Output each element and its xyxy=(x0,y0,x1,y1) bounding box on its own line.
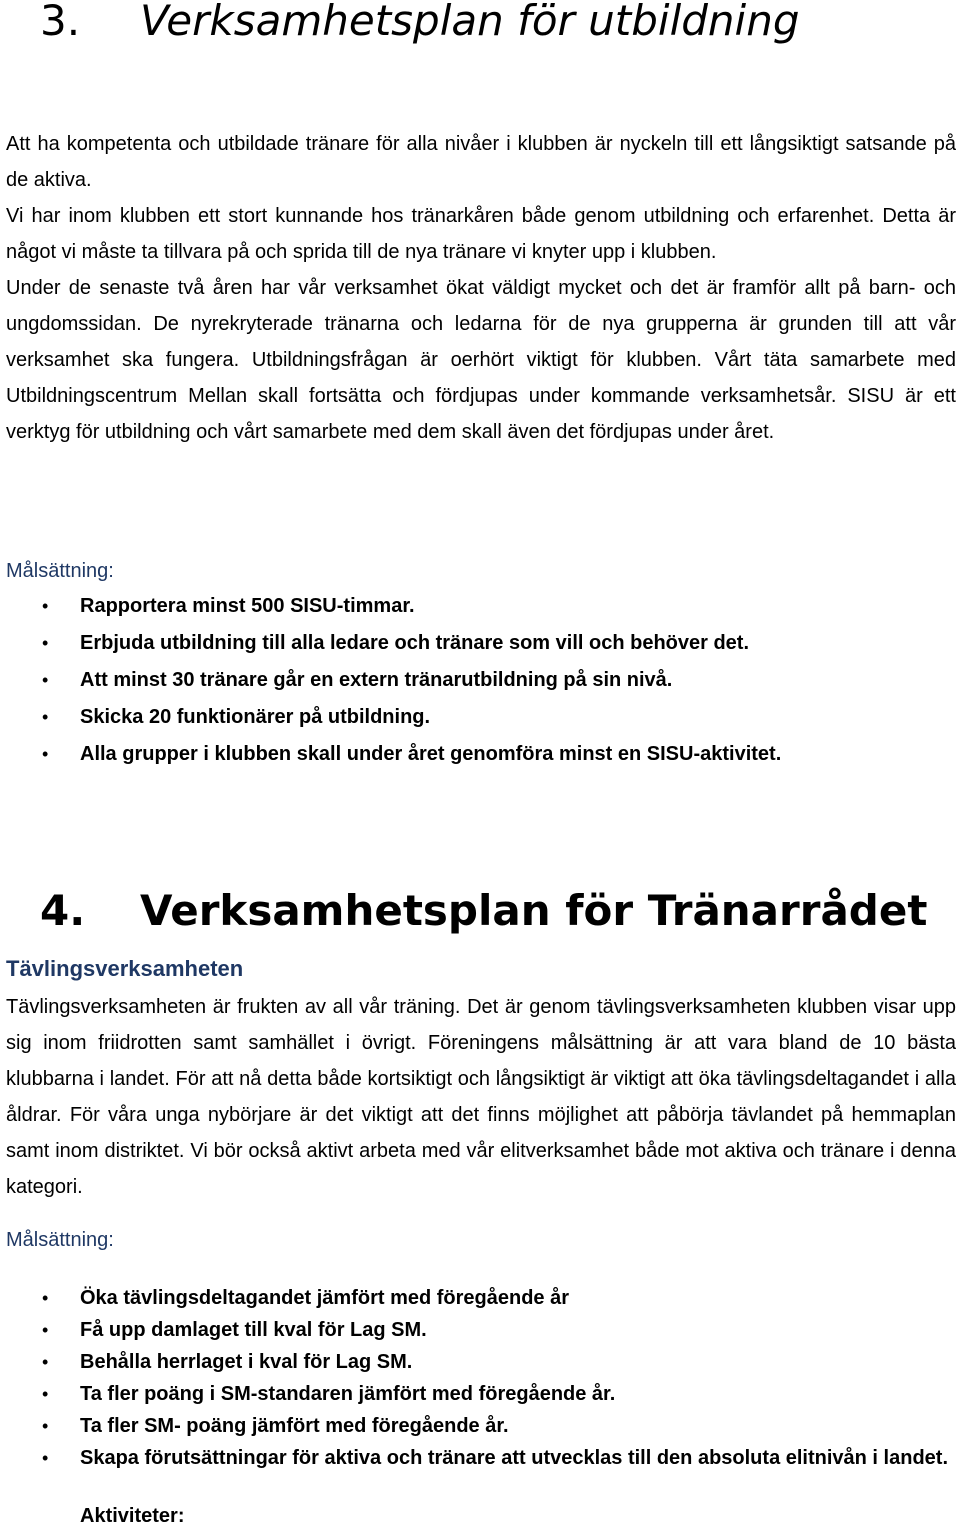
list-item: • Få upp damlaget till kval för Lag SM. xyxy=(6,1314,956,1346)
list-item: • Alla grupper i klubben skall under året genomföra minst en SISU-aktivitet. xyxy=(6,738,956,770)
section-4-paragraph: Tävlingsverksamheten är frukten av all vår träning. Det är genom tävlingsverksamheten klubben visar upp sig inom friidrotten samt samhället i övrigt. Föreningens målsättning är att vara bland de 10 bästa klubbarna i landet. För att nå detta både kortsiktigt och långsiktigt är viktigt att öka tävlingsdeltagandet i alla åldrar. För våra unga nybörjare är det viktigt att det finns möjlighet att påbörja tävlandet på hemmaplan samt inom distriktet. Vi bör också aktivt arbeta med vår elitverksamhet både mot aktiva och tränare i denna kategori. xyxy=(6,996,956,1198)
bullet-icon: • xyxy=(42,633,49,653)
list-item: • Skicka 20 funktionärer på utbildning. xyxy=(6,701,956,733)
section-3-body xyxy=(6,126,956,450)
list-item: • Ta fler poäng i SM-standaren jämfört med föregående år. xyxy=(6,1378,956,1410)
section-3-number: 3. xyxy=(40,0,81,45)
bullet-icon: • xyxy=(42,670,49,690)
section-3-paragraph: Under de senaste två åren har vår verksamhet ökat väldigt mycket och det är framför allt på barn- och ungdomssidan. De nyrekryterade tränarna och ledarna för de nya grupperna är grunden till att vår verksamhet ska fungera. Utbildningsfrågan är oerhört viktigt för klubben. Vårt täta samarbete med Utbildningscentrum Mellan skall fortsätta och fördjupas under kommande verksamhetsår. SISU är ett verktyg för utbildning och vårt samarbete med dem skall även det fördjupas under året. xyxy=(6,277,956,443)
bullet-icon: • xyxy=(42,1384,49,1404)
bullet-icon: • xyxy=(42,1448,49,1468)
section-4-number: 4. xyxy=(40,886,86,935)
section-3-paragraph: Att ha kompetenta och utbildade tränare för alla nivåer i klubben är nyckeln till ett långsiktigt satsande på de aktiva. xyxy=(6,133,956,191)
list-item: • Ta fler SM- poäng jämfört med föregående år. xyxy=(6,1410,956,1442)
bullet-icon: • xyxy=(42,1352,49,1372)
bullet-icon: • xyxy=(42,707,49,727)
list-item: • Att minst 30 tränare går en extern tränarutbildning på sin nivå. xyxy=(6,664,956,696)
section-3-goals-label: Målsättning: xyxy=(6,560,114,582)
section-3-heading xyxy=(40,0,800,45)
list-item: • Rapportera minst 500 SISU-timmar. xyxy=(6,590,956,622)
section-4-heading xyxy=(40,886,928,935)
section-4-title: Verksamhetsplan för Tränarrådet xyxy=(140,886,928,935)
section-4-goals-list xyxy=(6,1282,956,1474)
section-3-paragraph: Vi har inom klubben ett stort kunnande hos tränarkåren både genom utbildning och erfarenhet. Detta är något vi måste ta tillvara på och sprida till de nya tränare vi knyter upp i klubben. xyxy=(6,205,956,263)
section-4-body xyxy=(6,989,956,1205)
bullet-icon: • xyxy=(42,744,49,764)
list-item: • Behålla herrlaget i kval för Lag SM. xyxy=(6,1346,956,1378)
list-item: • Öka tävlingsdeltagandet jämfört med föregående år xyxy=(6,1282,956,1314)
section-3-title: Verksamhetsplan för utbildning xyxy=(140,0,800,45)
section-4-goals-label: Målsättning: xyxy=(6,1229,114,1251)
bullet-icon: • xyxy=(42,596,49,616)
section-3-goals-list xyxy=(6,590,956,775)
bullet-icon: • xyxy=(42,1416,49,1436)
list-item: • Erbjuda utbildning till alla ledare och tränare som vill och behöver det. xyxy=(6,627,956,659)
list-item: • Skapa förutsättningar för aktiva och tränare att utvecklas till den absoluta elitnivån i landet. xyxy=(6,1442,956,1474)
section-4-activities-label: Aktiviteter: xyxy=(80,1505,185,1527)
bullet-icon: • xyxy=(42,1288,49,1308)
bullet-icon: • xyxy=(42,1320,49,1340)
section-4-subheading: Tävlingsverksamheten xyxy=(6,956,244,981)
